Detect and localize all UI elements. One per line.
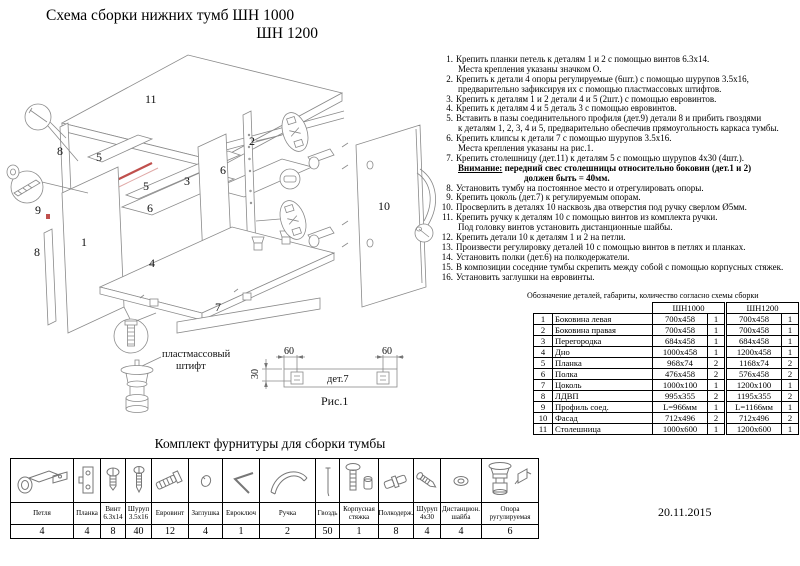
hardware-kit-table	[10, 458, 539, 539]
parts-table-row: 9 Профиль соед. L=966мм 1 L=1166мм 1	[534, 402, 799, 413]
page-title	[46, 7, 322, 43]
diagram-annotation: пластмассовый	[162, 349, 231, 360]
hardware-item: Петля 4	[11, 459, 74, 538]
part-number-label: 4	[149, 256, 155, 270]
hardware-item: Шуруп 4х30 4	[414, 459, 441, 538]
hardware-item: Планка 4	[74, 459, 101, 538]
diagram-annotation: штифт	[176, 361, 206, 372]
shelf-pin-circle	[280, 169, 300, 189]
part-number-label: 3	[184, 174, 190, 188]
cam-bolt-icon	[340, 459, 378, 503]
instruction-item	[436, 75, 800, 95]
parts-table-note: Обозначение деталей, габариты, количество согласно схемы сборки	[527, 291, 759, 300]
instruction-line: должен быть = 40мм.	[524, 172, 610, 183]
instruction-line: 4. Крепить к деталям 4 и 5 деталь 3 с помощью евровинтов.	[446, 103, 677, 114]
instruction-item	[436, 55, 800, 75]
instruction-line: 14. Установить полки (дет.6) на полкодержатели.	[441, 251, 630, 262]
instruction-line: 13. Произвести регулировку деталей 10 с помощью винтов в петлях и планках.	[441, 241, 746, 252]
instruction-line: Места крепления указаны значком О.	[458, 63, 602, 74]
col-header-shn1200: ШН1200	[726, 303, 799, 314]
nail-icon	[316, 459, 339, 503]
screw-diagonal-icon	[414, 459, 440, 503]
parts-table-row: 5 Планка 968х74 2 1168х74 2	[534, 358, 799, 369]
title-line2: ШН 1200	[256, 24, 318, 42]
hardware-item: Корпусная стяжка 1	[340, 459, 379, 538]
instruction-item	[436, 114, 800, 134]
instruction-item	[436, 154, 800, 184]
hardware-item: Дистанцион. шайба 4	[441, 459, 482, 538]
instruction-item	[436, 213, 800, 233]
part-number-label: 5	[143, 179, 149, 193]
parts-table-row: 4 Дно 1000х458 1 1200х458 1	[534, 347, 799, 358]
adjustable-foot	[121, 357, 161, 413]
document-date: 20.11.2015	[658, 505, 712, 519]
side-panel-left	[62, 167, 124, 333]
part-number-label: 7	[215, 300, 221, 314]
part-number-label: 11	[145, 92, 157, 106]
instruction-line: 12. Крепить детали 10 к деталям 1 и 2 на петли.	[441, 232, 626, 243]
hinge	[308, 143, 348, 247]
part-number-label: 1	[81, 235, 87, 249]
part-number-label: 6	[147, 201, 153, 215]
parts-table-row: 6 Полка 476х458 2 576х458 2	[534, 369, 799, 380]
instruction-line: 11. Крепить ручку к деталям 10 с помощью винтов из комплекта ручки.	[442, 212, 718, 223]
parts-table-row: 11 Столешница 1000х600 1 1200х600 1	[534, 424, 799, 435]
diagram-annotation: 60	[284, 346, 294, 357]
instruction-item	[436, 273, 800, 283]
cap-icon	[189, 459, 222, 503]
parts-table-row: 8 ЛДВП 995х355 2 1195х355 2	[534, 391, 799, 402]
title-line1: Схема сборки нижних тумб ШН 1000	[46, 7, 295, 24]
door-facade	[356, 125, 426, 307]
hardware-item: Винт 6.3х14 8	[101, 459, 126, 538]
instruction-line: Внимание: передний свес столешницы относительно боковин (дет.1 и 2)	[458, 162, 752, 173]
diagram-annotation: 60	[382, 346, 392, 357]
instruction-line: 10. Просверлить в деталях 10 насквозь два отверстия под ручку сверлом Ø5мм.	[441, 202, 747, 213]
hardware-kit-title: Комплект фурнитуры для сборки тумбы	[154, 436, 386, 451]
instruction-line: предварительно зафиксируя их с помощью пластмассовых штифтов.	[458, 83, 722, 94]
plate-icon	[74, 459, 100, 503]
hardware-item: Шуруп 3.5х16 40	[126, 459, 152, 538]
diagram-annotation: Рис.1	[321, 394, 349, 408]
hinge-icon	[11, 459, 73, 503]
hardware-item: Евровинт 12	[152, 459, 189, 538]
parts-table-row: 2 Боковина правая 700х458 1 700х458 1	[534, 325, 799, 336]
washer-icon	[441, 459, 481, 503]
parts-table	[533, 302, 799, 435]
parts-table-row: 1 Боковина левая 700х458 1 700х458 1	[534, 314, 799, 325]
part-number-label: 8	[34, 245, 40, 259]
diagram-annotation: 30	[250, 369, 261, 379]
parts-table-row: 3 Перегородка 684х458 1 684х458 1	[534, 336, 799, 347]
instruction-line: 7. Крепить столешницу (дет.11) к деталям 5 с помощью шурупов 4х30 (4шт.).	[446, 152, 745, 163]
part-number-label: 2	[249, 134, 255, 148]
instruction-line: 1. Крепить планки петель к деталям 1 и 2 с помощью винтов 6.3х14.	[446, 54, 710, 64]
diagram-annotation: дет.7	[327, 374, 349, 385]
cabinet-exploded-diagram	[0, 45, 445, 440]
instruction-line: 6. Крепить клипсы к детали 7 с помощью шурупов 3.5х16.	[446, 133, 672, 144]
part-number-label: 5	[96, 150, 102, 164]
hardware-item: Ручка 2	[260, 459, 316, 538]
hardware-item: Заглушка 4	[189, 459, 223, 538]
instruction-line: 2. Крепить к детали 4 опоры регулируемые (6шт.) с помощью шурупов 3.5х16,	[446, 73, 749, 84]
confirmat-icon	[152, 459, 188, 503]
hardware-item: Полкодерж. 8	[379, 459, 414, 538]
part-number-label: 10	[378, 199, 390, 213]
instruction-line: 3. Крепить к деталям 1 и 2 детали 4 и 5 (2шт.) с помощью евровинтов.	[446, 93, 717, 104]
hardware-item: Опора ругулируемая 6	[482, 459, 538, 538]
instruction-line: 9. Крепить цоколь (дет.7) к регулируемым опорам.	[446, 192, 641, 203]
assembly-instructions	[436, 55, 800, 282]
instruction-line: Места крепления указаны на рис.1.	[458, 143, 594, 154]
bolt-screw-icon	[101, 459, 125, 503]
part-number-label: 9	[35, 203, 41, 217]
part-number-label: 6	[220, 163, 226, 177]
instruction-line: Под головку винтов установить дистанционные шайбы.	[458, 222, 673, 233]
adjustable-foot-icon	[482, 459, 538, 503]
col-header-shn1000: ШН1000	[653, 303, 726, 314]
instruction-item	[436, 134, 800, 154]
instruction-line: к деталям 1, 2, 3, 4 и 5, предварительно обеспечив прямоугольность каркаса тумбы.	[458, 123, 779, 134]
hardware-item: Евроключ 1	[223, 459, 260, 538]
hardware-item: Гвоздь 50	[316, 459, 340, 538]
parts-table-row: 10 Фасад 712х496 2 712х496 2	[534, 413, 799, 424]
screw-icon	[126, 459, 151, 503]
shelf-pin-icon	[379, 459, 413, 503]
parts-table-header-row	[534, 303, 799, 314]
hex-key-icon	[223, 459, 259, 503]
handle-icon	[260, 459, 315, 503]
instruction-line: 5. Вставить в пазы соединительного профиля (дет.9) детали 8 и прибить гвоздями	[446, 113, 762, 124]
part-number-label: 8	[57, 144, 63, 158]
instruction-line: 8. Установить тумбу на постоянное место и отрегулировать опоры.	[446, 182, 704, 193]
back-panel-lower	[44, 229, 56, 325]
instruction-line: 16. Установить заглушки на евровинты.	[441, 271, 595, 282]
instruction-line: 15. В композиции соседние тумбы скрепить между собой с помощью корпусных стяжек.	[441, 261, 784, 272]
parts-table-row: 7 Цоколь 1000х100 1 1200х100 1	[534, 380, 799, 391]
euroscrew-detail-circle	[114, 307, 156, 353]
